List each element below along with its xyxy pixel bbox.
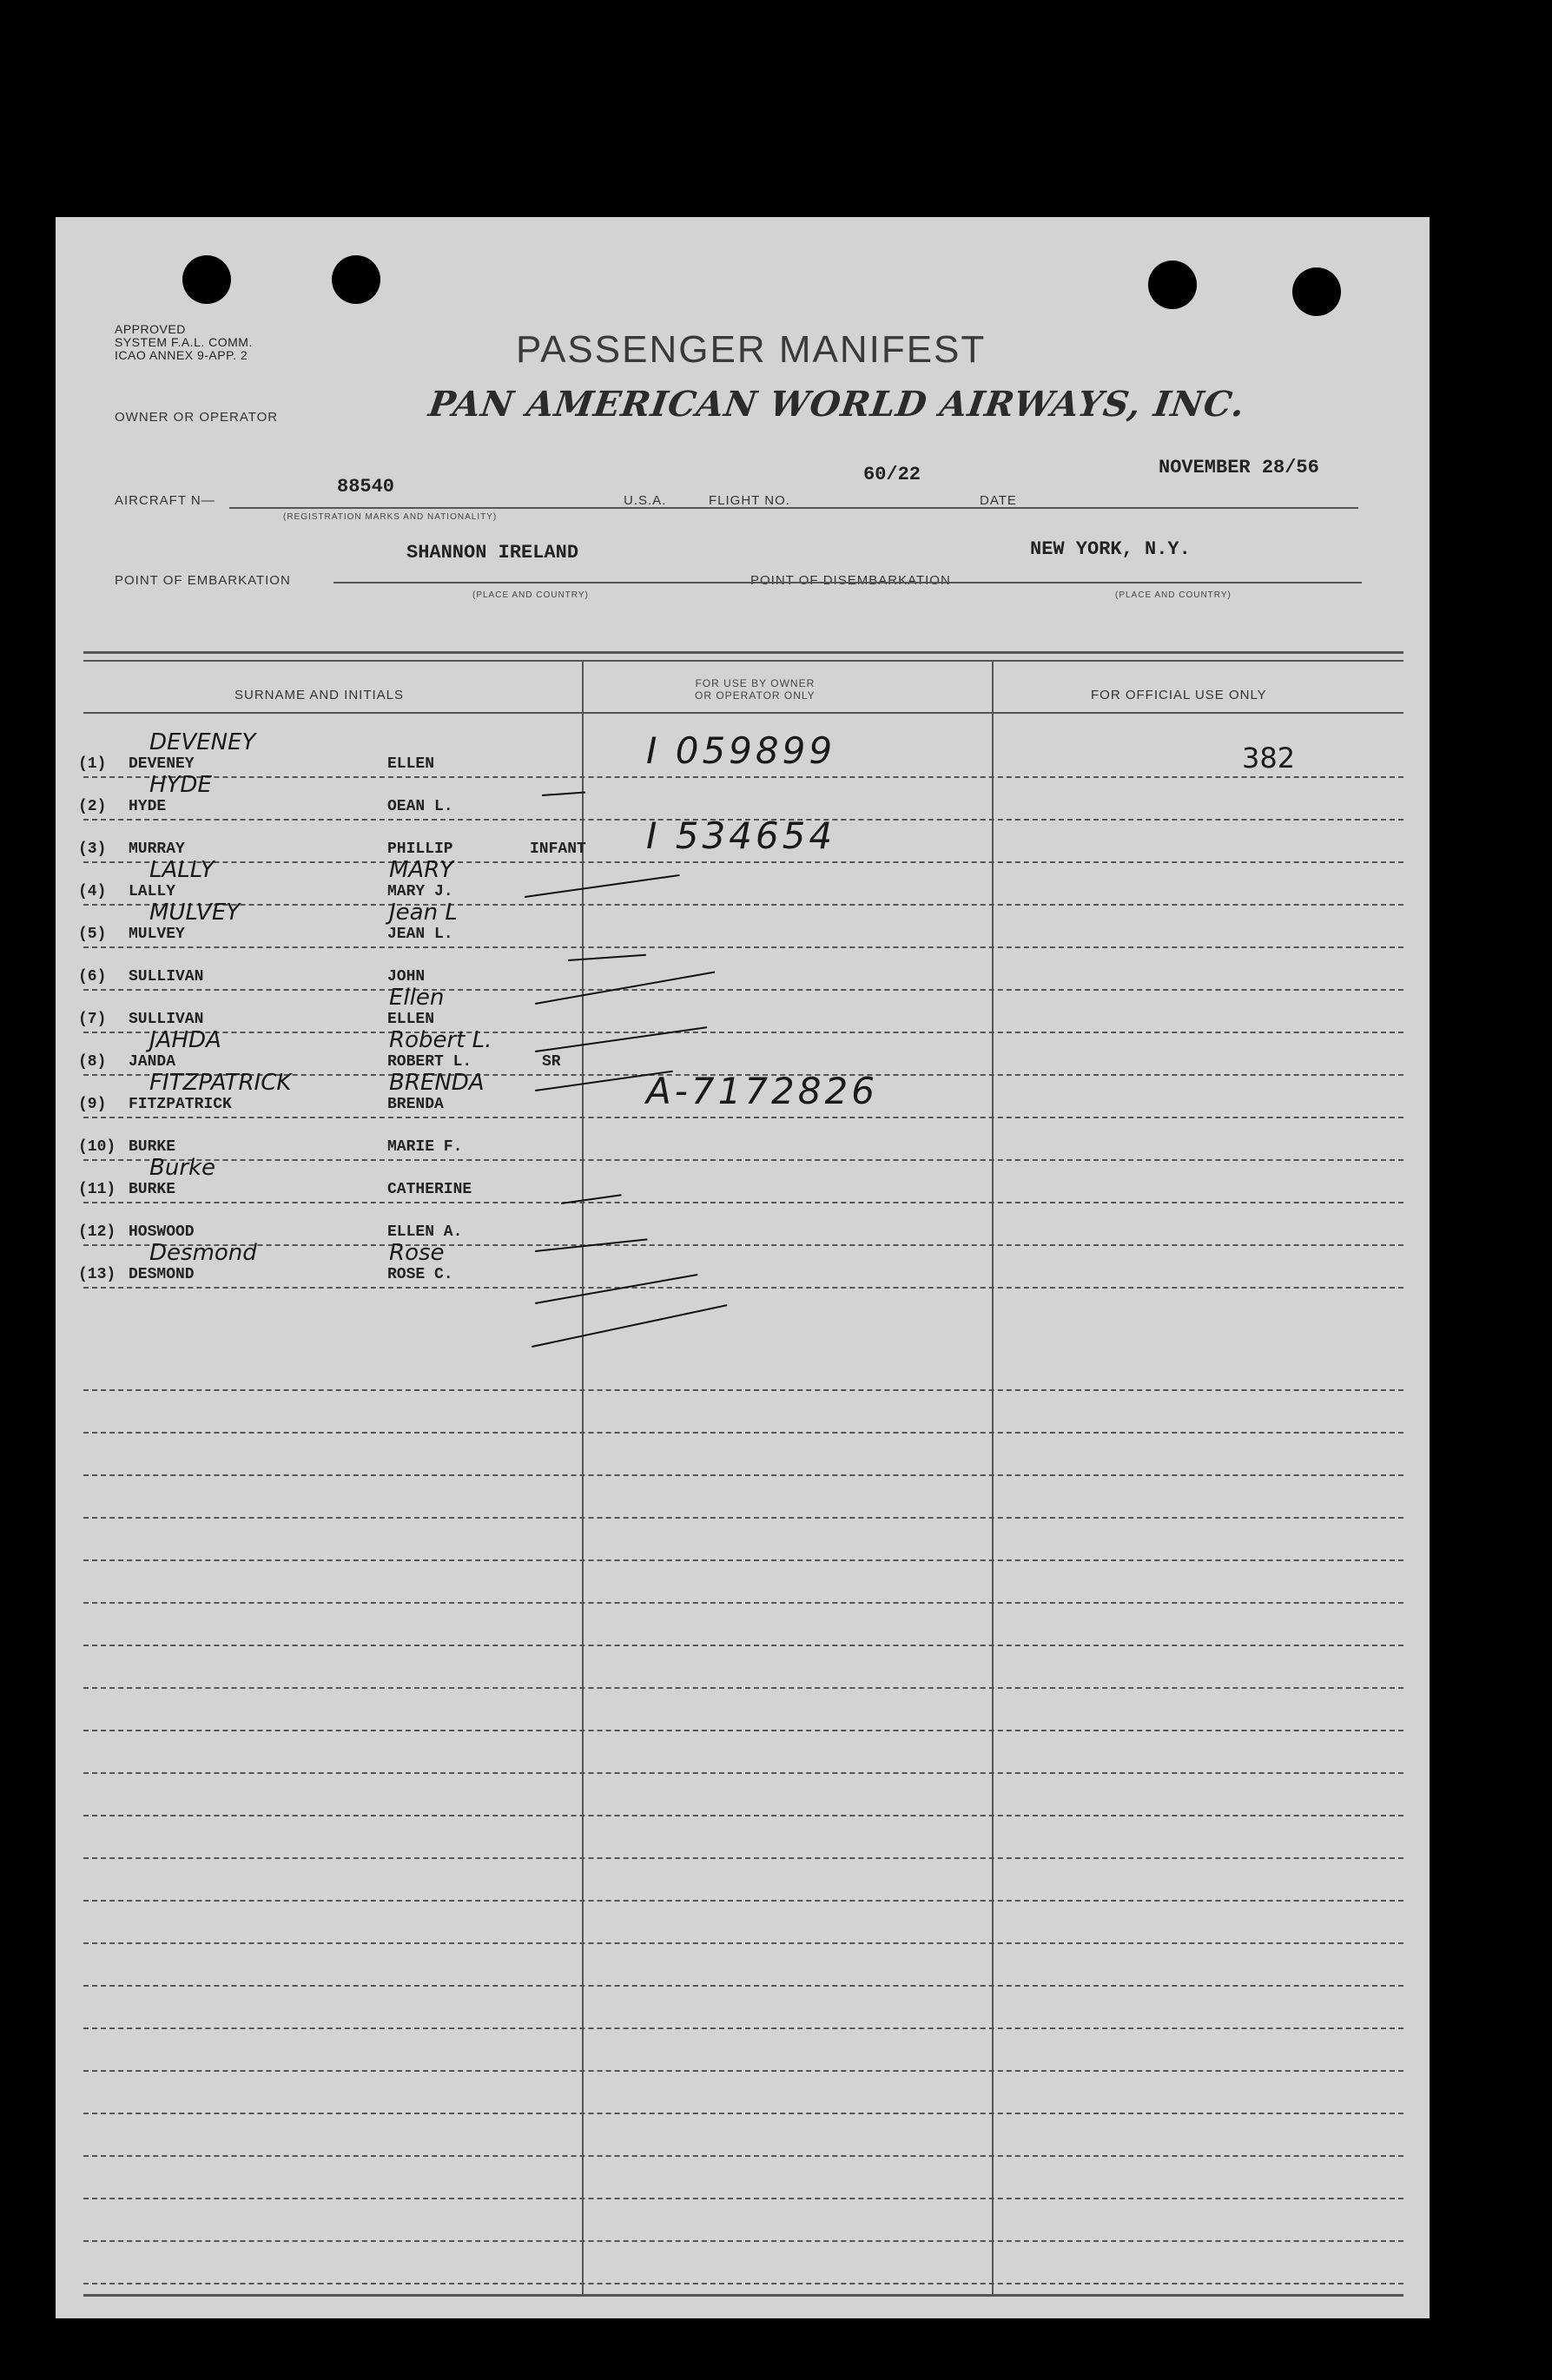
row-rule	[83, 1032, 1403, 1033]
passenger-given-name: ELLEN A.	[387, 1223, 463, 1241]
disembarkation-place-note: (PLACE AND COUNTRY)	[1115, 590, 1232, 600]
passenger-surname: LALLY	[129, 883, 176, 900]
pen-stroke	[525, 874, 680, 898]
blank-row-rule	[83, 1900, 1403, 1902]
blank-row-rule	[83, 1559, 1403, 1561]
handwritten-given-name: MARY	[389, 857, 454, 883]
row-rule	[83, 1202, 1403, 1203]
handwritten-surname: FITZPATRICK	[149, 1070, 292, 1096]
punch-hole	[1148, 260, 1197, 309]
flight-date: NOVEMBER 28/56	[1159, 457, 1319, 478]
manifest-sheet	[56, 217, 1430, 2318]
passenger-surname: HYDE	[129, 798, 167, 815]
passenger-given-name: JEAN L.	[387, 926, 453, 943]
pen-stroke	[535, 1274, 697, 1304]
row-rule	[83, 989, 1403, 991]
handwritten-given-name: BRENDA	[389, 1070, 485, 1096]
pen-stroke	[568, 954, 646, 961]
embarkation-place-note: (PLACE AND COUNTRY)	[472, 590, 589, 600]
handwritten-given-name: Rose	[389, 1240, 445, 1266]
flight-label: FLIGHT NO.	[709, 493, 790, 508]
punch-hole	[332, 255, 380, 304]
row-rule	[83, 776, 1403, 778]
blank-row-rule	[83, 1730, 1403, 1731]
passenger-surname: MULVEY	[129, 926, 185, 943]
passenger-surname: HOSWOOD	[129, 1223, 195, 1241]
passenger-given-name: CATHERINE	[387, 1181, 472, 1198]
punch-hole	[1292, 267, 1341, 316]
passenger-given-name: JOHN	[387, 968, 426, 986]
passenger-surname: JANDA	[129, 1053, 176, 1071]
passenger-given-name: MARIE F.	[387, 1138, 463, 1156]
passenger-surname: FITZPATRICK	[129, 1096, 232, 1113]
pen-stroke	[542, 792, 585, 796]
usa-label: U.S.A.	[624, 493, 667, 508]
blank-row-rule	[83, 1687, 1403, 1689]
blank-row-rule	[83, 1602, 1403, 1604]
handwritten-surname: DEVENEY	[149, 729, 256, 755]
row-number: (5)	[78, 926, 107, 943]
row-number: (1)	[78, 755, 107, 773]
approval-stamp: APPROVED SYSTEM F.A.L. COMM. ICAO ANNEX 9-APP. 2	[115, 322, 253, 362]
blank-row-rule	[83, 2113, 1403, 2114]
passenger-surname: BURKE	[129, 1181, 176, 1198]
flight-number: 60/22	[863, 464, 921, 485]
handwritten-surname: JAHDA	[149, 1027, 221, 1053]
blank-row-rule	[83, 1942, 1403, 1944]
column-header-names: SURNAME AND INITIALS	[234, 688, 405, 702]
blank-row-rule	[83, 2240, 1403, 2242]
passenger-given-name: MARY J.	[387, 883, 453, 900]
pen-stroke	[535, 972, 715, 1005]
row-rule	[83, 904, 1403, 906]
passenger-surname: MURRAY	[129, 841, 185, 858]
operator-name: PAN AMERICAN WORLD AIRWAYS, INC.	[426, 384, 1248, 425]
embarkation-value: SHANNON IRELAND	[406, 542, 579, 564]
disembarkation-label: POINT OF DISEMBARKATION	[750, 573, 951, 588]
passenger-surname: SULLIVAN	[129, 1011, 204, 1028]
handwritten-given-name: Ellen	[389, 985, 445, 1011]
handwritten-surname: Burke	[149, 1155, 216, 1181]
handwritten-surname: LALLY	[149, 857, 215, 883]
blank-row-rule	[83, 2155, 1403, 2157]
passenger-surname: DEVENEY	[129, 755, 195, 773]
passenger-given-name: ROBERT L.	[387, 1053, 472, 1071]
handwritten-surname: Desmond	[149, 1240, 257, 1266]
owner-use-entry: I 059899	[646, 729, 836, 772]
official-use-entry: 382	[1242, 742, 1296, 775]
row-number: (8)	[78, 1053, 107, 1071]
row-rule	[83, 1117, 1403, 1118]
row-number: (4)	[78, 883, 107, 900]
blank-row-rule	[83, 1985, 1403, 1987]
handwritten-surname: MULVEY	[149, 900, 241, 926]
row-rule	[83, 1159, 1403, 1161]
row-number: (9)	[78, 1096, 107, 1113]
blank-row-rule	[83, 2027, 1403, 2029]
passenger-given-name: ELLEN	[387, 1011, 435, 1028]
row-rule	[83, 1287, 1403, 1289]
page-title: PASSENGER MANIFEST	[516, 328, 987, 371]
passenger-surname: DESMOND	[129, 1266, 195, 1283]
aircraft-label: AIRCRAFT N—	[115, 493, 215, 508]
blank-row-rule	[83, 1645, 1403, 1646]
owner-use-entry: I 534654	[646, 814, 836, 857]
registration-note: (REGISTRATION MARKS AND NATIONALITY)	[283, 512, 498, 522]
handwritten-given-name: Jean L	[389, 900, 458, 926]
owner-use-entry: A-7172826	[646, 1070, 878, 1112]
blank-row-rule	[83, 1815, 1403, 1816]
passenger-note: INFANT	[530, 841, 586, 858]
passenger-given-name: OEAN L.	[387, 798, 453, 815]
passenger-given-name: PHILLIP	[387, 841, 453, 858]
blank-row-rule	[83, 2070, 1403, 2072]
column-header-official-use: FOR OFFICIAL USE ONLY	[1091, 688, 1267, 702]
date-label: DATE	[980, 493, 1017, 508]
passenger-given-name: ROSE C.	[387, 1266, 453, 1283]
blank-row-rule	[83, 1772, 1403, 1774]
blank-row-rule	[83, 1389, 1403, 1391]
blank-row-rule	[83, 2198, 1403, 2199]
passenger-note: SR	[542, 1053, 561, 1071]
row-rule	[83, 861, 1403, 863]
blank-row-rule	[83, 1857, 1403, 1859]
passenger-given-name: BRENDA	[387, 1096, 444, 1113]
row-number: (3)	[78, 841, 107, 858]
handwritten-given-name: Robert L.	[389, 1027, 492, 1053]
row-number: (11)	[78, 1181, 116, 1198]
blank-row-rule	[83, 1432, 1403, 1434]
passenger-surname: BURKE	[129, 1138, 176, 1156]
disembarkation-value: NEW YORK, N.Y.	[1030, 538, 1191, 560]
row-number: (7)	[78, 1011, 107, 1028]
row-rule	[83, 946, 1403, 948]
blank-row-rule	[83, 1474, 1403, 1476]
pen-stroke	[532, 1304, 727, 1348]
blank-row-rule	[83, 2283, 1403, 2284]
column-header-owner-use: FOR USE BY OWNER OR OPERATOR ONLY	[695, 677, 816, 702]
passenger-given-name: ELLEN	[387, 755, 435, 773]
row-number: (6)	[78, 968, 107, 986]
row-number: (12)	[78, 1223, 116, 1241]
punch-hole	[182, 255, 231, 304]
aircraft-number: 88540	[337, 476, 395, 498]
row-rule	[83, 1244, 1403, 1246]
passenger-surname: SULLIVAN	[129, 968, 204, 986]
row-number: (2)	[78, 798, 107, 815]
row-number: (13)	[78, 1266, 116, 1283]
row-number: (10)	[78, 1138, 116, 1156]
pen-stroke	[535, 1026, 707, 1052]
blank-row-rule	[83, 1517, 1403, 1519]
owner-label: OWNER OR OPERATOR	[115, 410, 279, 425]
embarkation-label: POINT OF EMBARKATION	[115, 573, 291, 588]
handwritten-surname: HYDE	[149, 772, 212, 798]
